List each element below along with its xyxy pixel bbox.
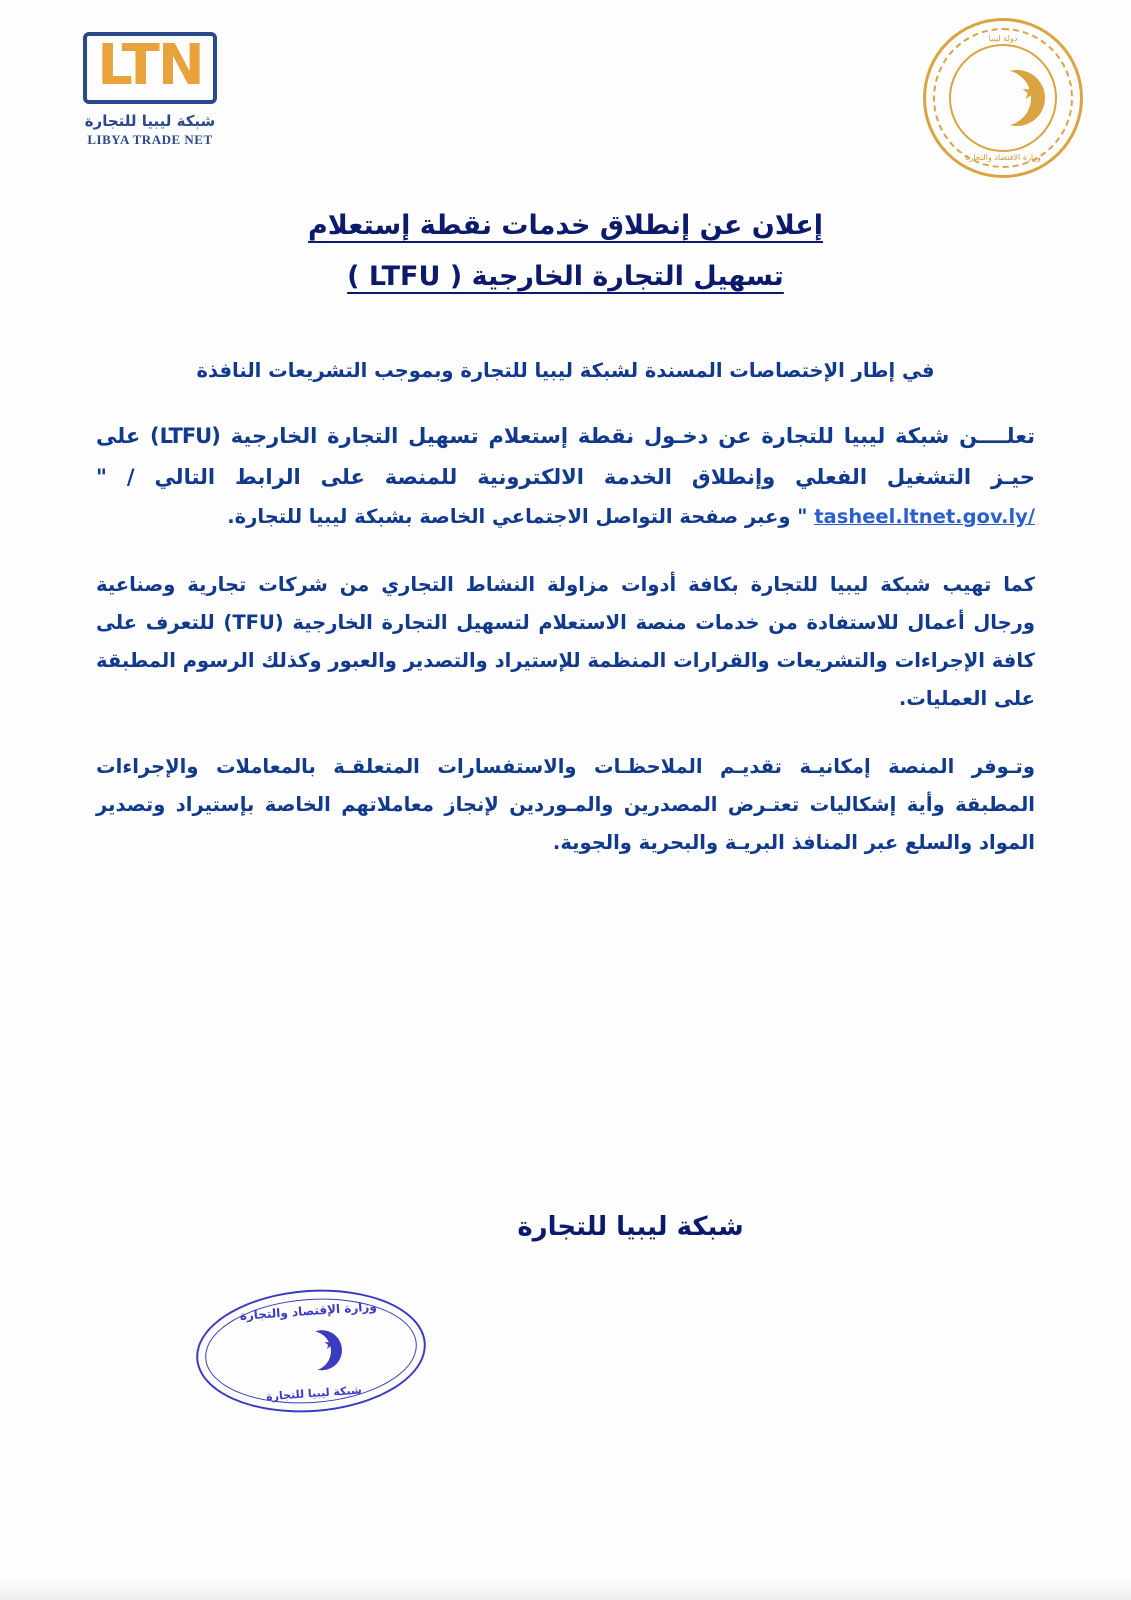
seal-bottom-text: وزارة الاقتصاد والتجارة — [965, 153, 1041, 162]
document-body — [96, 352, 1035, 892]
paragraph-announcement — [96, 416, 1035, 536]
government-seal-icon — [923, 18, 1083, 178]
ltn-logo-arabic-name: شبكة ليبيا للتجارة — [84, 112, 216, 130]
official-stamp-icon — [192, 1282, 430, 1420]
paragraph-announcement-text: تعلــــن شبكة ليبيا للتجارة عن دخـول نقطة إستعلام تسهيل التجارة الخارجية (LTFU) على حيـز التشغيل الفعلي وإنطلاق الخدمة الالكترونية للمنصة على الرابط التالي / " — [96, 424, 1035, 489]
ltn-logo — [40, 32, 260, 148]
scan-edge-shadow — [0, 1578, 1131, 1600]
paragraph-feedback: وتـوفر المنصة إمكانيـة تقديـم الملاحظـات والاستفسارات المتعلقـة بالمعاملات والإجراءات المطبقة وأية إشكاليات تعتـرض المصدرين والمـوردين لإنجاز معاملاتهم الخاصة بإستيراد وتصدير المواد والسلع عبر المنافذ البريـة والبحرية والجوية. — [96, 754, 1035, 854]
paragraph-announcement-tail: " وعبر صفحة التواصل الاجتماعي الخاصة بشبكة ليبيا للتجارة. — [227, 504, 808, 528]
ltn-logo-mark — [83, 32, 216, 104]
stamp-top-text: وزارة الإقتصاد والتجارة — [239, 1299, 378, 1323]
paragraph-invitation: كما تهيب شبكة ليبيا للتجارة بكافة أدوات مزاولة النشاط التجاري من شركات تجارية وصناعية ورجال أعمال للاستفادة من خدمات منصة الاستعلام لتسهيل التجارة الخارجية (TFU) للتعرف على كافة الإجراءات والتشريعات والقرارات المنظمة للإستيراد والتصدير والعبور وكذلك الرسوم المطبقة على العمليات. — [96, 572, 1035, 710]
title-line-2: تسهيل التجارة الخارجية ( LTFU ) — [347, 261, 784, 293]
crescent-star-icon — [975, 70, 1031, 126]
signature-block — [0, 1212, 1131, 1242]
page-title — [0, 200, 1131, 303]
paragraph-intro: في إطار الإختصاصات المسندة لشبكة ليبيا للتجارة وبموجب التشريعات النافذة — [196, 359, 935, 382]
signature-name: شبكة ليبيا للتجارة — [517, 1212, 744, 1242]
ltn-logo-english-name: LIBYA TRADE NET — [87, 132, 213, 147]
title-line-1: إعلان عن إنطلاق خدمات نقطة إستعلام — [308, 210, 823, 241]
stamp-bottom-text: شبكة ليبيا للتجارة — [265, 1383, 363, 1404]
platform-link[interactable]: tasheel.ltnet.gov.ly/ — [814, 504, 1035, 528]
seal-top-text: دولة ليبيا — [988, 34, 1018, 43]
ltn-logo-mark-text: LTN — [97, 33, 203, 98]
document-header — [0, 18, 1131, 188]
